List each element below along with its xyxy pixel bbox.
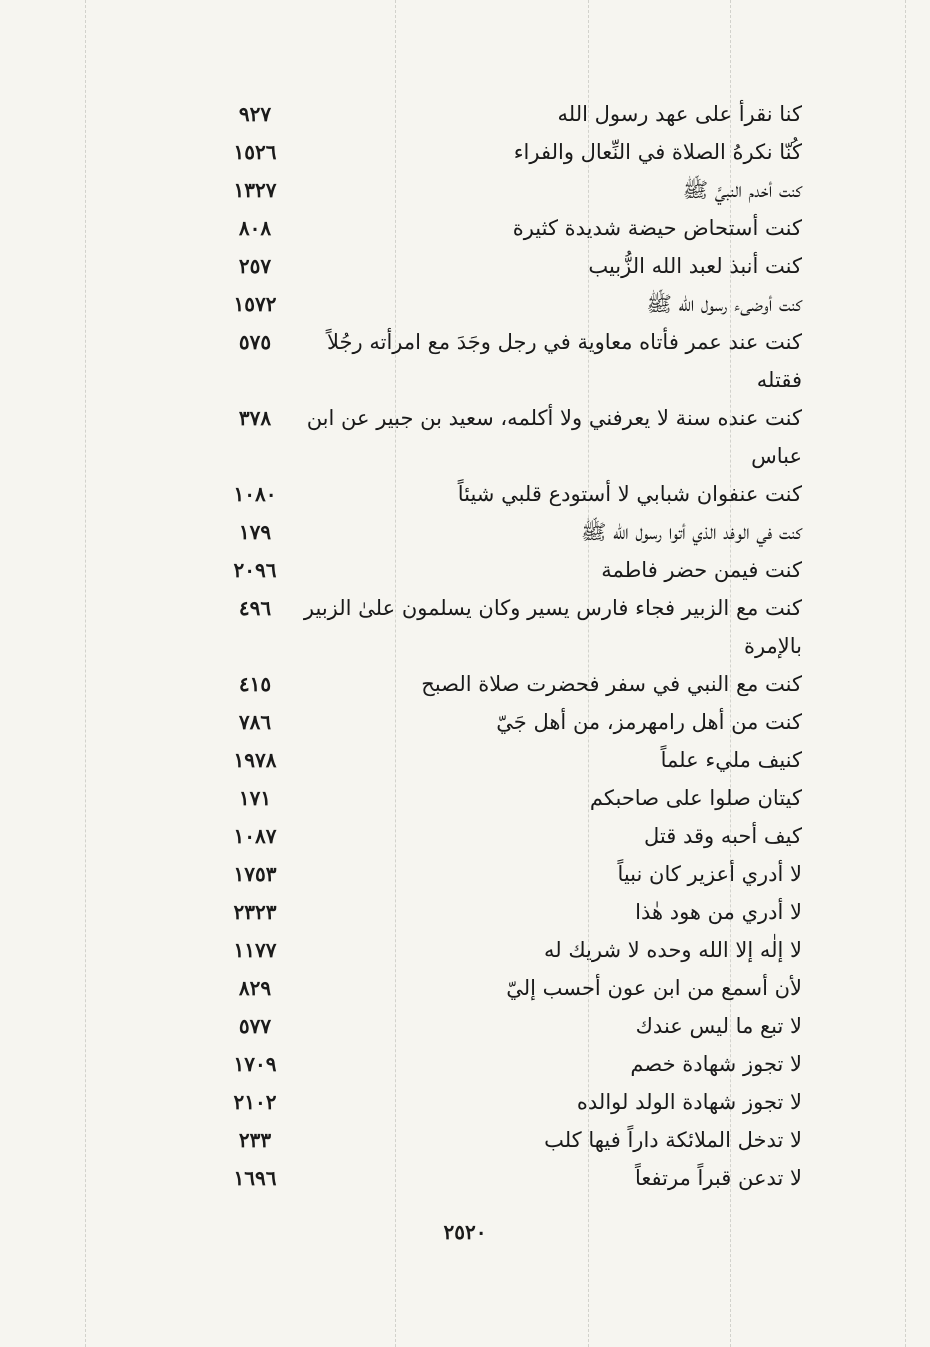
entry-text: لا إلٰه إلا الله وحده لا شريك له — [544, 938, 802, 962]
entry-number: ٥٧٥ — [238, 330, 272, 354]
entry-number: ٤٩٦ — [238, 596, 272, 620]
entry-text: كنت عنده سنة لا يعرفني ولا أكلمه، سعيد بن جبير عن ابن عباس — [306, 406, 802, 468]
entry-number: ١٣٢٧ — [233, 178, 277, 202]
entry-number: ١٧٩ — [238, 520, 272, 544]
entry-number: ١٥٢٦ — [233, 140, 277, 164]
index-entry — [0, 1159, 930, 1197]
index-entry — [0, 855, 930, 893]
index-entry — [0, 1007, 930, 1045]
index-entry — [0, 171, 930, 209]
index-entry — [0, 931, 930, 969]
index-entry — [0, 513, 930, 551]
entry-text: كيتان صلوا على صاحبكم — [589, 786, 802, 810]
index-entry — [0, 95, 930, 133]
index-entry — [0, 399, 930, 475]
entry-text: كنت أستحاض حيضة شديدة كثيرة — [512, 216, 802, 240]
entry-number: ٧٨٦ — [238, 710, 272, 734]
entry-number: ٢٥٧ — [238, 254, 272, 278]
entry-number: ٢٣٣ — [238, 1128, 272, 1152]
entry-text: كنت من أهل رامهرمز، من أهل جَيّ — [496, 710, 802, 734]
entry-number: ١٦٩٦ — [233, 1166, 277, 1190]
index-entry — [0, 969, 930, 1007]
entry-number: ١٧١ — [238, 786, 272, 810]
entry-number: ٨٠٨ — [238, 216, 272, 240]
index-list — [0, 95, 930, 1197]
entry-text: لا تدعن قبراً مرتفعاً — [634, 1166, 802, 1190]
entry-text: كنت في الوفد الذي أتوا رسول الله ﷺ — [580, 520, 802, 544]
entry-number: ٩٢٧ — [238, 102, 272, 126]
entry-text: لا أدري أعزير كان نبياً — [617, 862, 802, 886]
index-entry — [0, 893, 930, 931]
index-entry — [0, 551, 930, 589]
entry-number: ١٧٠٩ — [233, 1052, 277, 1076]
entry-text: كنت أوضىء رسول الله ﷺ — [646, 292, 802, 316]
entry-text: كيف أحبه وقد قتل — [644, 824, 802, 848]
page-number: ٢٥٢٠ — [443, 1220, 487, 1244]
entry-text: لا تجوز شهادة الولد لوالده — [576, 1090, 802, 1114]
index-entry — [0, 285, 930, 323]
index-entry — [0, 779, 930, 817]
entry-number: ٨٢٩ — [238, 976, 272, 1000]
entry-text: كنت فيمن حضر فاطمة — [601, 558, 802, 582]
index-entry — [0, 475, 930, 513]
entry-text: لا تجوز شهادة خصم — [630, 1052, 802, 1076]
entry-number: ١٠٨٠ — [233, 482, 277, 506]
index-entry — [0, 133, 930, 171]
index-entry — [0, 209, 930, 247]
entry-number: ١٩٧٨ — [233, 748, 277, 772]
entry-text: كنت عنفوان شبابي لا أستودع قلبي شيئاً — [457, 482, 802, 506]
index-entry — [0, 1045, 930, 1083]
entry-number: ١٥٧٢ — [233, 292, 277, 316]
entry-number: ٥٧٧ — [238, 1014, 272, 1038]
entry-number: ١١٧٧ — [233, 938, 277, 962]
entry-number: ١٧٥٣ — [233, 862, 277, 886]
index-entry — [0, 817, 930, 855]
index-entry — [0, 323, 930, 399]
entry-text: كنا نقرأ على عهد رسول الله — [557, 102, 802, 126]
entry-text: كنت مع النبي في سفر فحضرت صلاة الصبح — [421, 672, 802, 696]
entry-number: ٣٧٨ — [238, 406, 272, 430]
index-entry — [0, 741, 930, 779]
entry-number: ١٠٨٧ — [233, 824, 277, 848]
entry-number: ٢٠٩٦ — [233, 558, 277, 582]
entry-text: لأن أسمع من ابن عون أحسب إليّ — [506, 976, 802, 1000]
entry-text: كنت مع الزبير فجاء فارس يسير وكان يسلمون علىٰ الزبير بالإمرة — [303, 596, 802, 658]
entry-number: ٤١٥ — [238, 672, 272, 696]
index-entry — [0, 589, 930, 665]
index-entry — [0, 1083, 930, 1121]
entry-text: كنيف مليء علماً — [660, 748, 802, 772]
entry-text: لا تبع ما ليس عندك — [635, 1014, 802, 1038]
index-entry — [0, 1121, 930, 1159]
index-entry — [0, 665, 930, 703]
index-entry — [0, 703, 930, 741]
index-entry — [0, 247, 930, 285]
entry-number: ٢٣٢٣ — [233, 900, 277, 924]
entry-text: كنت عند عمر فأتاه معاوية في رجل وجَدَ مع امرأته رجُلاً فقتله — [327, 330, 802, 392]
entry-text: لا تدخل الملائكة داراً فيها كلب — [544, 1128, 802, 1152]
entry-text: كنت أخدم النبيَّ ﷺ — [682, 178, 802, 202]
entry-text: كُنّا نكرهُ الصلاة في النِّعال والفراء — [513, 140, 802, 164]
entry-text: كنت أنبذ لعبد الله الزُّبيب — [588, 254, 802, 278]
entry-number: ٢١٠٢ — [233, 1090, 277, 1114]
entry-text: لا أدري من هود هٰذا — [635, 900, 802, 924]
